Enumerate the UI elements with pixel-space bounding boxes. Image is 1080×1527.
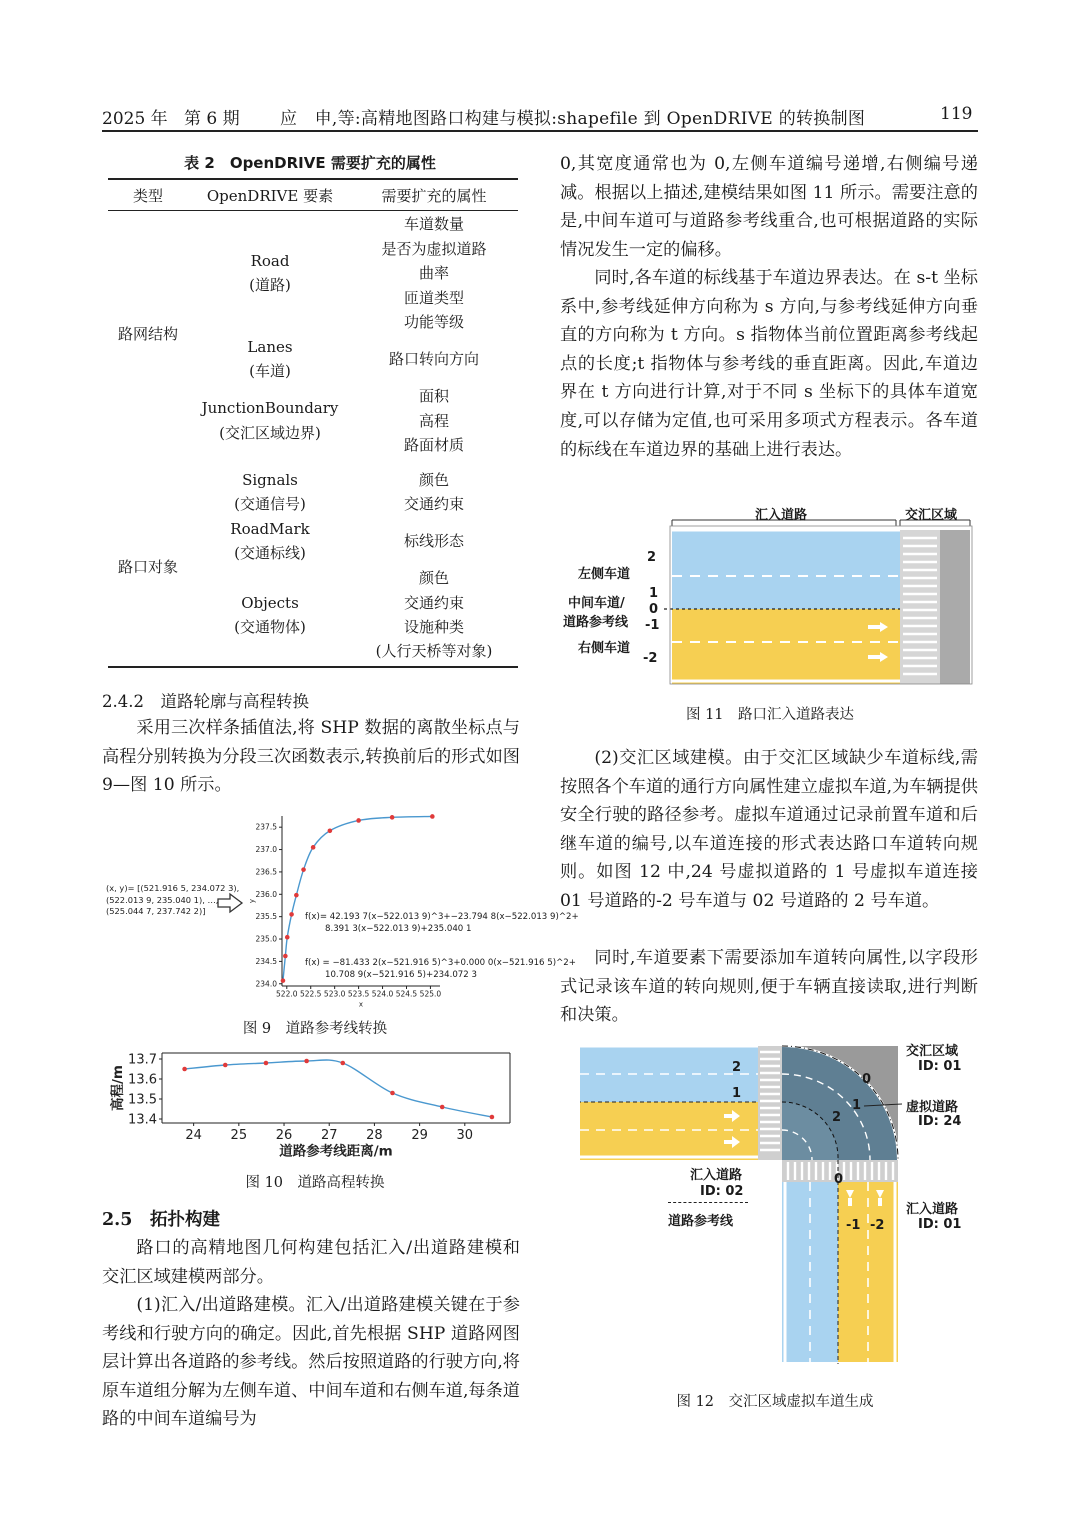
data-point — [390, 1091, 395, 1096]
y-axis-label: 高程/m — [110, 1065, 126, 1111]
y-tick-label: 13.6 — [128, 1072, 157, 1088]
fig11-caption: 图 11 路口汇入道路表达 — [685, 707, 855, 723]
fig11-label-ref-line: 道路参考线 — [563, 615, 629, 630]
y-tick-label: 237.0 — [255, 845, 277, 855]
x-tick-label: 524.0 — [371, 989, 394, 999]
element-road: Road — [250, 252, 290, 270]
paragraph: 采用三次样条插值法,将 SHP 数据的离散坐标点与高程分别转换为分段三次函数表示,转换前后的形式如图 9—图 10 所示。 — [102, 718, 520, 796]
data-point — [390, 815, 395, 820]
element-lanes: Lanes — [247, 338, 293, 356]
section-heading-2-5: 2.5 拓扑构建 — [102, 1210, 220, 1230]
equation-line: f(x)= 42.193 7(x−522.013 9)^3+−23.794 8(x−522.013 9)^2+ — [305, 912, 579, 922]
journal-issue: 第 6 期 — [184, 109, 240, 129]
element-objects: Objects — [241, 594, 299, 612]
attr: 是否为虚拟道路 — [381, 240, 487, 258]
x-axis-label: 道路参考线距离/m — [279, 1143, 393, 1160]
header-rule — [102, 130, 978, 132]
x-tick-label: 522.5 — [299, 989, 322, 999]
junction-area — [940, 530, 970, 684]
element-signals: Signals — [242, 471, 298, 489]
attr: 颜色 — [418, 471, 449, 489]
paragraph: 同时,各车道的标线基于车道边界表达。在 s-t 坐标系中,参考线延伸方向称为 s 方向,与参考线延伸方向垂直的方向称为 t 方向。s 指物体当前位置距离参考线起点的长度;t 指物体与参考线的垂直距离。因此,车道边界在 t 方向进行计算,对于不同 s 坐标下的具体车道宽度,可以存储为定值,也可采用多项式方程表示。各车道的标线在车道边界的基础上进行表达。 — [560, 268, 978, 460]
attr: 交通约束 — [403, 495, 464, 513]
lane-tick: 1 — [649, 586, 659, 601]
element-roadmark-cn: (交通标线) — [234, 544, 306, 562]
x-tick-label: 523.5 — [347, 989, 370, 999]
fig9-input-line: (525.044 7, 237.742 2)] — [106, 906, 206, 916]
attr: 路口转向方向 — [388, 350, 479, 368]
equation-line: f(x) = −81.433 2(x−521.916 5)^3+0.000 0(x−521.916 5)^2+ — [305, 958, 576, 968]
fig12-num: 1 — [732, 1086, 742, 1101]
element-junction-cn: (交汇区域边界) — [219, 424, 321, 442]
attr: 功能等级 — [403, 313, 464, 331]
x-tick-label: 524.5 — [395, 989, 418, 999]
lane-tick: -1 — [645, 618, 660, 633]
data-point — [356, 818, 361, 823]
paragraph: (2)交汇区域建模。由于交汇区域缺少车道标线,需按照各个车道的通行方向属性建立虚拟车道,为车辆提供安全行驶的路径参考。虚拟车道通过记录前置车道和后继车道的编号,以车道连接的形式表达路口车道转向规则。如图 12 中,24 号虚拟道路的 1 号虚拟车道连接 01 号道路的-2 号车道与 02 号道路的 2 号车道。 — [560, 748, 978, 911]
x-axis-label: x — [358, 1000, 364, 1009]
fig11-label-mid-lane: 中间车道/ — [568, 596, 625, 611]
series-line — [283, 816, 432, 980]
lane-tick: -2 — [643, 651, 658, 666]
data-point — [285, 935, 290, 940]
paragraph: 同时,车道要素下需要添加车道转向属性,以字段形式记录该车道的转向规则,便于车辆直接读取,进行判断和决策。 — [560, 948, 978, 1026]
y-tick-label: 13.4 — [128, 1112, 157, 1128]
x-tick-label: 24 — [185, 1128, 202, 1143]
fig12-label-junction-id: ID: 01 — [918, 1059, 962, 1074]
x-tick-label: 30 — [456, 1128, 474, 1143]
attr: 面积 — [418, 387, 449, 405]
attr: 标线形态 — [403, 532, 464, 550]
fig12-num: 0 — [862, 1072, 872, 1087]
equation-line: 10.708 9(x−521.916 5)+234.072 3 — [325, 969, 477, 980]
data-point — [328, 828, 333, 833]
fig12-label-virtual-road: 虚拟道路 — [906, 1100, 959, 1115]
fig9-input-line: (x, y)= [(521.916 5, 234.072 3), — [106, 883, 240, 893]
lane-tick: 0 — [649, 602, 659, 617]
col-header-type: 类型 — [132, 187, 163, 205]
element-junction: JunctionBoundary — [201, 399, 339, 417]
fig12-num: 0 — [834, 1172, 844, 1187]
attr: 颜色 — [418, 569, 449, 587]
series-line — [185, 1060, 492, 1117]
page-number: 119 — [940, 104, 973, 124]
x-tick-label: 522.0 — [276, 989, 298, 999]
running-title: 应 申,等:高精地图路口构建与模拟:shapefile 到 OpenDRIVE 的转换制图 — [280, 109, 866, 129]
x-tick-label: 25 — [230, 1128, 248, 1143]
y-tick-label: 13.5 — [128, 1092, 157, 1108]
fig12-num: 2 — [832, 1110, 842, 1125]
fig12-label-in-road-02-id: ID: 02 — [700, 1184, 744, 1199]
y-tick-label: 235.0 — [255, 934, 277, 944]
attr: 曲率 — [418, 264, 449, 282]
type-road-network: 路网结构 — [117, 325, 178, 343]
journal-year: 2025 年 — [102, 109, 168, 129]
x-tick-label: 29 — [411, 1128, 428, 1143]
data-point — [283, 954, 288, 959]
fig12-label-in-road-01-id: ID: 01 — [918, 1217, 962, 1232]
attr: 高程 — [418, 412, 449, 430]
x-tick-label: 523.0 — [323, 989, 346, 999]
paragraph: 路口的高精地图几何构建包括汇入/出道路建模和交汇区域建模两部分。 — [102, 1238, 520, 1287]
equation-line: 8.391 3(x−522.013 9)+235.040 1 — [325, 923, 472, 934]
element-objects-cn: (交通物体) — [234, 618, 306, 636]
data-point — [430, 814, 435, 819]
data-point — [294, 893, 299, 898]
attr: 设施种类 — [403, 618, 464, 636]
y-tick-label: 236.5 — [255, 867, 277, 877]
col-header-element: OpenDRIVE 要素 — [206, 187, 334, 205]
right-lanes-area — [672, 609, 900, 684]
y-tick-label: 234.5 — [255, 956, 277, 966]
data-point — [304, 1059, 309, 1064]
fig11-label-left-lane: 左侧车道 — [578, 567, 631, 582]
fig12-label-in-road-01: 汇入道路 — [906, 1202, 959, 1217]
data-point — [301, 867, 306, 872]
x-tick-label: 26 — [275, 1128, 293, 1143]
data-point — [281, 978, 286, 983]
fig9-input-line: (522.013 9, 235.040 1), …, — [106, 894, 219, 905]
y-tick-label: 235.5 — [255, 912, 277, 922]
attr: 交通约束 — [403, 594, 464, 612]
element-signals-cn: (交通信号) — [234, 495, 306, 513]
y-tick-label: 13.7 — [128, 1052, 157, 1068]
paragraph: 0,其宽度通常也为 0,左侧车道编号递增,右侧编号递减。根据以上描述,建模结果如图 11 所示。需要注意的是,中间车道可与道路参考线重合,也可根据道路的实际情况发生一定的偏移。 — [560, 154, 978, 260]
attr: (人行天桥等对象) — [375, 642, 493, 660]
fig10-chart — [104, 1045, 516, 1165]
data-point — [289, 912, 294, 917]
y-tick-label: 236.0 — [255, 889, 277, 899]
fig12-label-junction: 交汇区域 — [906, 1044, 959, 1059]
left-lanes-area — [672, 530, 900, 609]
fig12-num: 1 — [852, 1098, 862, 1113]
table2-caption: 表 2 OpenDRIVE 需要扩充的属性 — [184, 154, 436, 172]
fig9-caption: 图 9 道路参考线转换 — [242, 1021, 388, 1037]
attr: 路面材质 — [403, 436, 464, 454]
element-road-cn: (道路) — [249, 276, 291, 294]
y-axis-label: y — [248, 898, 256, 904]
fig11-label-junction: 交汇区域 — [905, 508, 958, 523]
fig11-label-right-lane: 右侧车道 — [578, 641, 631, 656]
section-heading-2-4-2: 2.4.2 道路轮廓与高程转换 — [102, 692, 309, 711]
data-point — [311, 845, 316, 850]
x-tick-label: 525.0 — [419, 989, 442, 999]
type-junction-objects: 路口对象 — [117, 558, 178, 576]
data-point — [264, 1061, 269, 1066]
data-point — [440, 1105, 445, 1110]
x-tick-label: 27 — [320, 1128, 338, 1143]
fig11-label-incoming: 汇入道路 — [755, 508, 808, 523]
attr: 匝道类型 — [403, 289, 464, 307]
fig12-num: -2 — [870, 1218, 885, 1233]
fig12-caption: 图 12 交汇区域虚拟车道生成 — [676, 1394, 874, 1410]
ref-line-legend — [668, 1202, 748, 1203]
y-tick-label: 237.5 — [255, 822, 277, 832]
data-point — [182, 1067, 187, 1072]
table-bottom-rule — [108, 666, 518, 668]
fig12-label-ref-line: 道路参考线 — [668, 1214, 734, 1229]
paragraph: (1)汇入/出道路建模。汇入/出道路建模关键在于参考线和行驶方向的确定。因此,首先根据 SHP 道路网图层计算出各道路的参考线。然后按照道路的行驶方向,将原车道组分解为左侧车道、中间车道和右侧车道,每条道路的中间车道编号为 — [102, 1295, 520, 1430]
y-tick-label: 234.0 — [255, 979, 277, 989]
table-header-rule — [108, 210, 518, 211]
fig9-equation-1 — [305, 912, 579, 935]
fig12-num: -1 — [846, 1218, 861, 1233]
table-top-rule — [108, 178, 518, 180]
element-roadmark: RoadMark — [230, 520, 310, 538]
element-lanes-cn: (车道) — [249, 362, 291, 380]
col-header-attrs: 需要扩充的属性 — [381, 187, 487, 205]
fig9-chart — [240, 806, 450, 1016]
fig12-label-in-road-02: 汇入道路 — [690, 1168, 743, 1183]
data-point — [490, 1115, 495, 1120]
data-point — [223, 1063, 228, 1068]
fig12-num: 2 — [732, 1060, 742, 1075]
lane-tick: 2 — [647, 550, 657, 565]
x-tick-label: 28 — [366, 1128, 383, 1143]
data-point — [340, 1061, 345, 1066]
fig12-label-virtual-id: ID: 24 — [918, 1114, 962, 1129]
attr: 车道数量 — [403, 215, 464, 233]
fig9-equation-2 — [305, 958, 576, 981]
fig10-caption: 图 10 道路高程转换 — [245, 1175, 385, 1191]
